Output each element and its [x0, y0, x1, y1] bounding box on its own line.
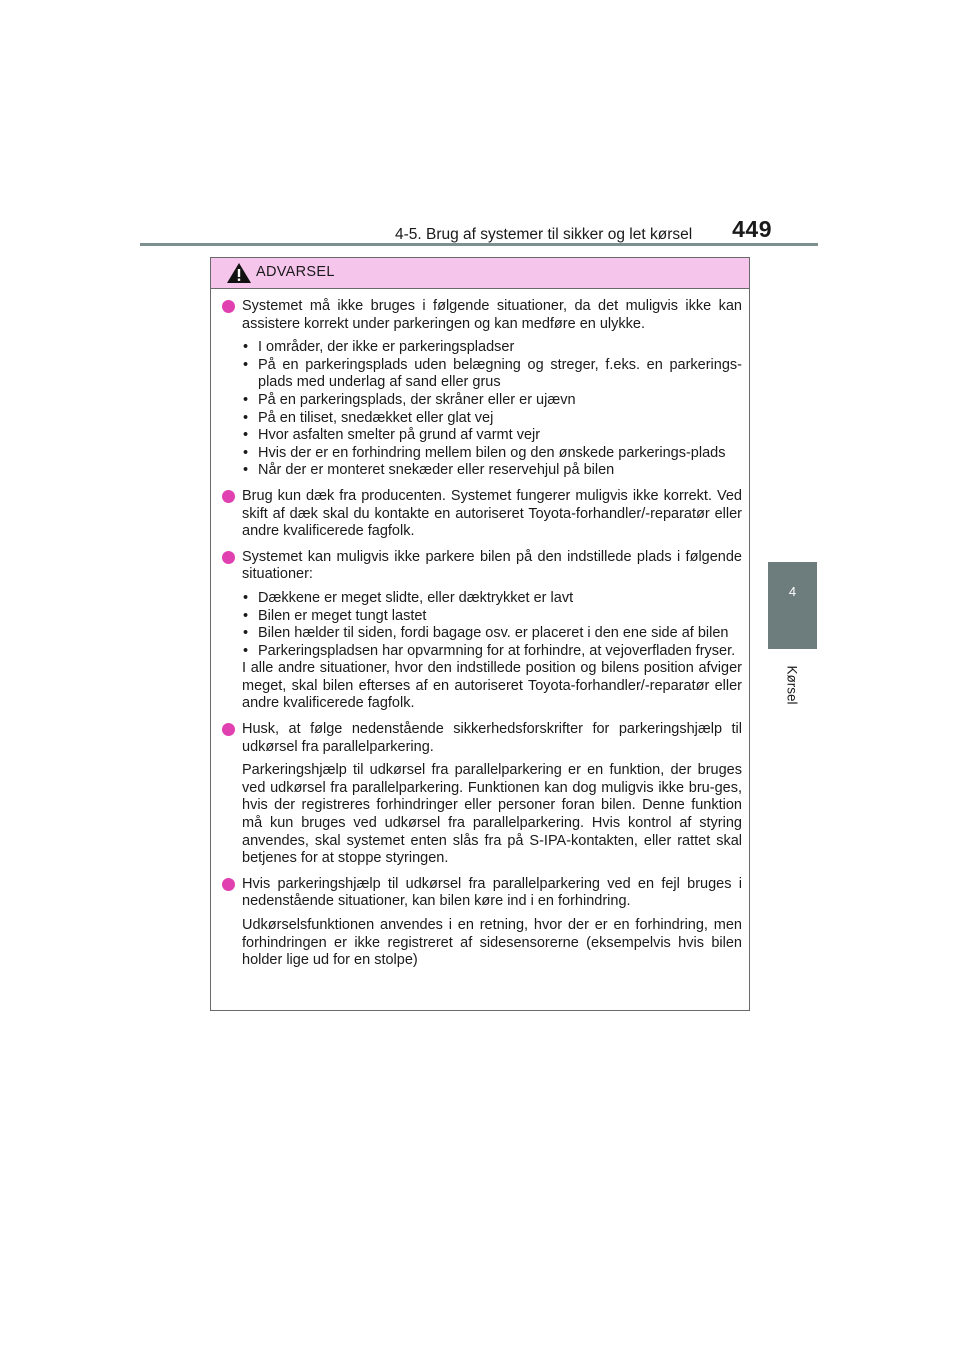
- sub-list: [242, 590, 742, 660]
- chapter-label-text: Kørsel: [784, 665, 800, 705]
- bullet-dot-icon: [222, 300, 235, 313]
- list-item: • Hvor asfalten smelter på grund af varmt vejr: [242, 427, 742, 445]
- list-item: • Bilen hælder til siden, fordi bagage osv. er placeret i den ene side af bilen: [242, 625, 742, 643]
- bullet-dot-icon: [222, 878, 235, 891]
- bullet-dot-icon: [222, 551, 235, 564]
- list-item: • På en parkeringsplads, der skråner eller er ujævn: [242, 392, 742, 410]
- warning-header: [211, 258, 749, 289]
- list-item: • På en tiliset, snedækket eller glat vej: [242, 410, 742, 428]
- header-rule: [140, 243, 818, 246]
- warning-item-note: Udkørselsfunktionen anvendes i en retning, hvor der er en forhindring, men forhindringen er ikke registreret af sidesensorerne (eksempelvis hvis bilen holder lige ud for en stolpe): [242, 917, 742, 969]
- section-title: 4-5. Brug af systemer til sikker og let kørsel: [395, 226, 693, 243]
- chapter-number: 4: [788, 584, 797, 599]
- warning-item: [222, 721, 742, 868]
- sub-list: [242, 339, 742, 480]
- warning-item-note: I alle andre situationer, hvor den indstillede position og bilens position afviger meget, skal bilen efterses af en autoriseret Toyota-forhandler/-reparatør eller andre kvalificerede fagfolk.: [242, 660, 742, 712]
- list-item: • Parkeringspladsen har opvarmning for at forhindre, at vejoverfladen fryser.: [242, 643, 742, 661]
- warning-item: [222, 488, 742, 541]
- warning-item-note: Parkeringshjælp til udkørsel fra parallelparkering er en funktion, der bruges ved udkørsel fra parallelparkering. Funktionen kan dog muligvis ikke bru-ges, hvis der registreres forhindringer eller personer foran bilen. Denne funktion må kun bruges ved udkørsel fra parallelparkering. Hvis kontrol af styring anvendes, skal systemet enten slås fra på S-IPA-kontakten, eller rattet skal betjenes for at stoppe styringen.: [242, 762, 742, 867]
- warning-item-text: Husk, at følge nedenstående sikkerhedsforskrifter for parkeringshjælp til udkørsel fra parallelparkering.: [242, 721, 742, 755]
- list-item: • På en parkeringsplads uden belægning og streger, f.eks. en parkerings-plads med underlag af sand eller grus: [242, 357, 742, 392]
- list-item: • Hvis der er en forhindring mellem bilen og den ønskede parkerings-plads: [242, 445, 742, 463]
- list-item: • Dækkene er meget slidte, eller dæktrykket er lavt: [242, 590, 742, 608]
- page-number: 449: [732, 216, 772, 242]
- warning-item: [222, 549, 742, 713]
- bullet-dot-icon: [222, 490, 235, 503]
- warning-item-text: Systemet må ikke bruges i følgende situationer, da det muligvis ikke kan assistere korrekt under parkeringen og kan medføre en ulykke.: [242, 298, 742, 332]
- warning-item-text: Brug kun dæk fra producenten. Systemet fungerer muligvis ikke korrekt. Ved skift af dæk skal du kontakte en autoriseret Toyota-forhandler/-reparatør eller andre kvalificerede fagfolk.: [242, 487, 742, 540]
- warning-item: [222, 876, 742, 970]
- list-item: • Når der er monteret snekæder eller reservehjul på bilen: [242, 462, 742, 480]
- warning-title: ADVARSEL: [256, 264, 335, 280]
- warning-box: [210, 257, 750, 1011]
- list-item: • Bilen er meget tungt lastet: [242, 608, 742, 626]
- warning-triangle-icon: [226, 262, 252, 284]
- warning-item: [222, 298, 742, 480]
- list-item: • I områder, der ikke er parkeringspladser: [242, 339, 742, 357]
- warning-item-text: Systemet kan muligvis ikke parkere bilen på den indstillede plads i følgende situationer:: [242, 548, 742, 583]
- bullet-dot-icon: [222, 723, 235, 736]
- chapter-tab: [768, 562, 817, 649]
- warning-item-text: Hvis parkeringshjælp til udkørsel fra parallelparkering ved en fejl bruges i nedenstående situationer, kan bilen køre ind i en forhindring.: [242, 875, 742, 910]
- warning-body: [211, 289, 749, 970]
- chapter-label: [782, 655, 802, 715]
